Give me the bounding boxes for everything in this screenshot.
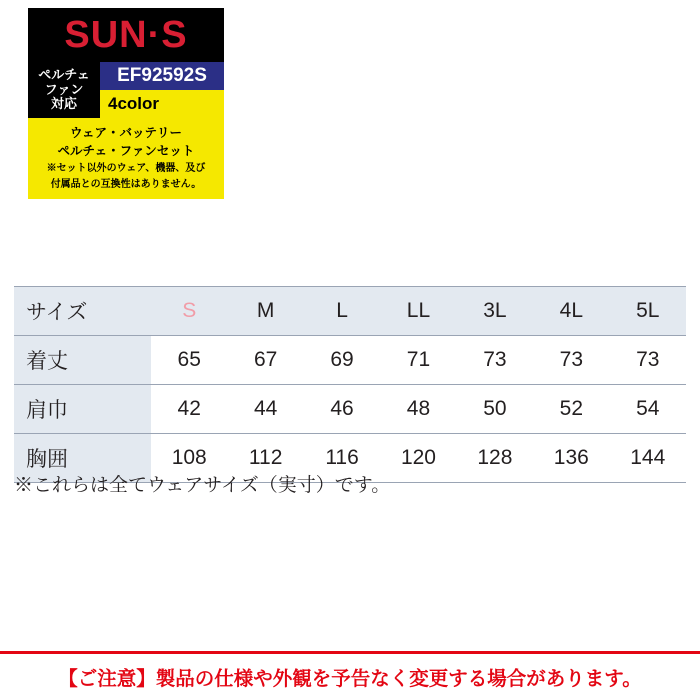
badge-middle-row xyxy=(28,62,224,118)
size-header-l: L xyxy=(304,287,380,336)
brand-bar xyxy=(28,8,224,62)
code-and-color-block xyxy=(100,62,224,118)
table-row xyxy=(14,385,686,434)
size-header-3l: 3L xyxy=(457,287,533,336)
length-ll: 71 xyxy=(380,336,456,385)
length-3l: 73 xyxy=(457,336,533,385)
shoulder-m: 44 xyxy=(227,385,303,434)
chest-s: 108 xyxy=(151,434,227,483)
compatibility-disclaimer-line-2: 付属品との互換性はありません。 xyxy=(50,178,202,190)
size-header-5l: 5L xyxy=(610,287,686,336)
shoulder-s: 42 xyxy=(151,385,227,434)
product-code: EF92592S xyxy=(100,62,224,90)
set-contents-line-1: ウェア・バッテリー xyxy=(69,126,182,140)
row-label-length: 着丈 xyxy=(14,336,151,385)
chest-ll: 120 xyxy=(380,434,456,483)
brand-name: SUN·S xyxy=(64,14,188,56)
row-label-chest: 胸囲 xyxy=(14,434,151,483)
shoulder-5l: 54 xyxy=(610,385,686,434)
peltier-line-1: ペルチェ xyxy=(38,67,90,83)
size-header-label: サイズ xyxy=(14,287,151,336)
size-header-ll: LL xyxy=(380,287,456,336)
size-header-m: M xyxy=(227,287,303,336)
table-row xyxy=(14,336,686,385)
product-badge-block xyxy=(28,8,224,199)
shoulder-l: 46 xyxy=(304,385,380,434)
shoulder-4l: 52 xyxy=(533,385,609,434)
length-l: 69 xyxy=(304,336,380,385)
size-header-s: S xyxy=(151,287,227,336)
set-contents-note xyxy=(28,118,224,199)
shoulder-3l: 50 xyxy=(457,385,533,434)
chest-4l: 136 xyxy=(533,434,609,483)
size-table xyxy=(14,286,686,483)
chest-5l: 144 xyxy=(610,434,686,483)
chest-l: 116 xyxy=(304,434,380,483)
length-s: 65 xyxy=(151,336,227,385)
size-table-note: ※これらは全てウェアサイズ（実寸）です。 xyxy=(14,475,391,496)
size-header-4l: 4L xyxy=(533,287,609,336)
length-4l: 73 xyxy=(533,336,609,385)
table-header-row xyxy=(14,287,686,336)
peltier-line-2: ファン xyxy=(44,81,84,97)
length-5l: 73 xyxy=(610,336,686,385)
caution-bar xyxy=(0,651,700,700)
set-contents-line-2: ペルチェ・ファンセット xyxy=(57,144,195,159)
peltier-line-3: 対応 xyxy=(50,96,77,112)
length-m: 67 xyxy=(227,336,303,385)
chest-m: 112 xyxy=(227,434,303,483)
shoulder-ll: 48 xyxy=(380,385,456,434)
chest-3l: 128 xyxy=(457,434,533,483)
compatibility-disclaimer-line-1: ※セット以外のウェア、機器、及び xyxy=(46,163,206,175)
caution-text: 【ご注意】製品の仕様や外観を予告なく変更する場合があります。 xyxy=(58,668,642,690)
row-label-shoulder: 肩巾 xyxy=(14,385,151,434)
color-count: 4color xyxy=(100,90,224,118)
peltier-compatible-label xyxy=(28,62,100,118)
